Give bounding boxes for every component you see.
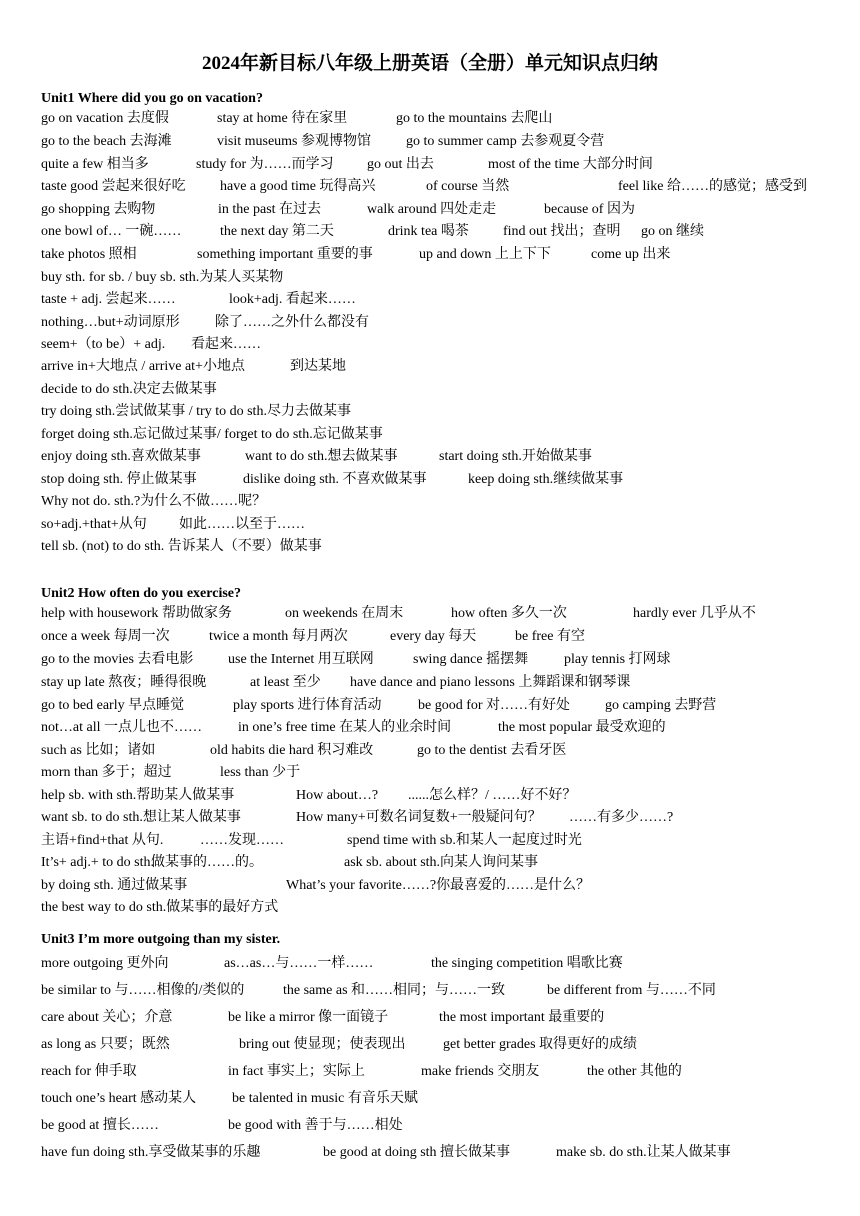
phrase-entry: 除了……之外什么都没有 xyxy=(215,315,369,330)
phrase-entry: enjoy doing sth.喜欢做某事 xyxy=(41,449,201,464)
phrase-entry: every day 每天 xyxy=(390,629,477,644)
phrase-line xyxy=(41,1062,841,1082)
phrase-line xyxy=(41,627,841,647)
phrase-entry: in one’s free time 在某人的业余时间 xyxy=(238,720,452,735)
phrase-entry: forget doing sth.忘记做过某事/ forget to do sth.忘记做某事 xyxy=(41,427,383,442)
phrase-entry: the same as 和……相同；与……一致 xyxy=(283,983,506,998)
phrase-entry: ask sb. about sth.向某人询问某事 xyxy=(344,855,539,870)
phrase-entry: stop doing sth. 停止做某事 xyxy=(41,472,197,487)
phrase-entry: morn than 多于；超过 xyxy=(41,765,172,780)
phrase-entry: be good for 对……有好处 xyxy=(418,698,571,713)
phrase-entry: touch one’s heart 感动某人 xyxy=(41,1091,197,1106)
phrase-entry: because of 因为 xyxy=(544,202,635,217)
phrase-line xyxy=(41,155,841,175)
phrase-line xyxy=(41,898,841,918)
phrase-entry: ……有多少……? xyxy=(569,810,674,825)
phrase-entry: ......怎么样？/ ……好不好？ xyxy=(408,788,577,803)
phrase-line xyxy=(41,313,841,333)
phrase-entry: stay at home 待在家里 xyxy=(217,111,348,126)
phrase-entry: how often 多久一次 xyxy=(451,606,567,621)
phrase-entry: be good at 擅长…… xyxy=(41,1118,159,1133)
phrase-entry: walk around 四处走走 xyxy=(367,202,497,217)
phrase-entry: take photos 照相 xyxy=(41,247,137,262)
phrase-line xyxy=(41,876,841,896)
phrase-entry: arrive in+大地点 / arrive at+小地点 xyxy=(41,359,245,374)
phrase-entry: such as 比如；诸如 xyxy=(41,743,156,758)
phrase-line xyxy=(41,515,841,535)
phrase-entry: as…as…与……一样…… xyxy=(224,956,374,971)
phrase-entry: visit museums 参观博物馆 xyxy=(217,134,372,149)
phrase-entry: 看起来…… xyxy=(191,337,261,352)
phrase-line xyxy=(41,673,841,693)
phrase-entry: go to summer camp 去参观夏令营 xyxy=(406,134,605,149)
phrase-line xyxy=(41,1089,841,1109)
phrase-entry: go shopping 去购物 xyxy=(41,202,156,217)
phrase-line xyxy=(41,696,841,716)
phrase-line xyxy=(41,718,841,738)
phrase-entry: the most popular 最受欢迎的 xyxy=(498,720,666,735)
phrase-entry: care about 关心；介意 xyxy=(41,1010,173,1025)
phrase-entry: of course 当然 xyxy=(426,179,510,194)
phrase-entry: How about…? xyxy=(296,788,379,803)
phrase-entry: start doing sth.开始做某事 xyxy=(439,449,592,464)
phrase-line xyxy=(41,1116,841,1136)
phrase-entry: dislike doing sth. 不喜欢做某事 xyxy=(243,472,427,487)
phrase-entry: taste + adj. 尝起来…… xyxy=(41,292,176,307)
phrase-entry: swing dance 摇摆舞 xyxy=(413,652,529,667)
phrase-line xyxy=(41,604,841,624)
phrase-entry: go to the movies 去看电影 xyxy=(41,652,194,667)
phrase-entry: most of the time 大部分时间 xyxy=(488,157,653,172)
phrase-entry: look+adj. 看起来…… xyxy=(229,292,356,307)
phrase-entry: more outgoing 更外向 xyxy=(41,956,169,971)
phrase-entry: in fact 事实上；实际上 xyxy=(228,1064,365,1079)
phrase-line xyxy=(41,492,841,512)
phrase-entry: one bowl of… 一碗…… xyxy=(41,224,182,239)
phrase-entry: go to bed early 早点睡觉 xyxy=(41,698,185,713)
page-title: 2024年新目标八年级上册英语（全册）单元知识点归纳 xyxy=(201,53,658,74)
phrase-line xyxy=(41,470,841,490)
phrase-line xyxy=(41,741,841,761)
phrase-entry: keep doing sth.继续做某事 xyxy=(468,472,624,487)
phrase-entry: decide to do sth.决定去做某事 xyxy=(41,382,217,397)
phrase-line xyxy=(41,268,841,288)
phrase-entry: at least 至少 xyxy=(250,675,321,690)
unit-heading: Unit3 I’m more outgoing than my sister. xyxy=(41,932,281,947)
phrase-entry: stay up late 熬夜；睡得很晚 xyxy=(41,675,207,690)
phrase-entry: play tennis 打网球 xyxy=(564,652,671,667)
phrase-entry: use the Internet 用互联网 xyxy=(228,652,374,667)
phrase-entry: not…at all 一点儿也不…… xyxy=(41,720,202,735)
phrase-entry: once a week 每周一次 xyxy=(41,629,170,644)
phrase-entry: want sb. to do sth.想让某人做某事 xyxy=(41,810,241,825)
phrase-entry: buy sth. for sb. / buy sb. sth.为某人买某物 xyxy=(41,270,284,285)
phrase-entry: get better grades 取得更好的成绩 xyxy=(443,1037,638,1052)
phrase-entry: 做某事的……的。 xyxy=(151,855,263,870)
phrase-entry: What’s your favorite……?你最喜爱的……是什么？ xyxy=(286,878,591,893)
phrase-entry: 如此……以至于…… xyxy=(179,517,305,532)
phrase-entry: be similar to 与……相像的/类似的 xyxy=(41,983,245,998)
phrase-entry: as long as 只要；既然 xyxy=(41,1037,170,1052)
phrase-entry: drink tea 喝茶 xyxy=(388,224,469,239)
phrase-entry: go camping 去野营 xyxy=(605,698,717,713)
phrase-line xyxy=(41,177,841,197)
phrase-entry: help with housework 帮助做家务 xyxy=(41,606,232,621)
phrase-entry: hardly ever 几乎从不 xyxy=(633,606,756,621)
phrase-line xyxy=(41,222,841,242)
phrase-entry: something important 重要的事 xyxy=(197,247,373,262)
phrase-entry: 主语+find+that 从句. xyxy=(41,833,164,848)
phrase-line xyxy=(41,402,841,422)
phrase-line xyxy=(41,808,841,828)
phrase-entry: go on 继续 xyxy=(641,224,704,239)
phrase-line xyxy=(41,1143,841,1163)
phrase-entry: old habits die hard 积习难改 xyxy=(210,743,374,758)
phrase-entry: have a good time 玩得高兴 xyxy=(220,179,376,194)
phrase-entry: spend time with sb.和某人一起度过时光 xyxy=(347,833,582,848)
phrase-entry: quite a few 相当多 xyxy=(41,157,149,172)
phrase-entry: on weekends 在周末 xyxy=(285,606,404,621)
phrase-entry: help sb. with sth.帮助某人做某事 xyxy=(41,788,235,803)
phrase-entry: be free 有空 xyxy=(515,629,585,644)
phrase-entry: It’s+ adj.+ to do sth. xyxy=(41,855,155,870)
phrase-entry: go on vacation 去度假 xyxy=(41,111,169,126)
phrase-line xyxy=(41,650,841,670)
phrase-line xyxy=(41,290,841,310)
phrase-entry: feel like 给……的感觉；感受到 xyxy=(618,179,807,194)
phrase-entry: find out 找出；查明 xyxy=(503,224,621,239)
phrase-entry: study for 为……而学习 xyxy=(196,157,334,172)
phrase-entry: twice a month 每月两次 xyxy=(209,629,348,644)
phrase-entry: play sports 进行体育活动 xyxy=(233,698,382,713)
phrase-entry: make sb. do sth.让某人做某事 xyxy=(556,1145,731,1160)
phrase-line xyxy=(41,831,841,851)
phrase-entry: so+adj.+that+从句 xyxy=(41,517,147,532)
phrase-entry: up and down 上上下下 xyxy=(419,247,551,262)
phrase-line xyxy=(41,763,841,783)
phrase-line xyxy=(41,245,841,265)
phrase-entry: 到达某地 xyxy=(290,359,346,374)
phrase-line xyxy=(41,109,841,129)
phrase-entry: make friends 交朋友 xyxy=(421,1064,540,1079)
phrase-entry: go to the dentist 去看牙医 xyxy=(417,743,567,758)
phrase-entry: want to do sth.想去做某事 xyxy=(245,449,398,464)
phrase-entry: be good with 善于与……相处 xyxy=(228,1118,403,1133)
phrase-entry: have dance and piano lessons 上舞蹈课和钢琴课 xyxy=(350,675,631,690)
phrase-entry: go to the mountains 去爬山 xyxy=(396,111,553,126)
phrase-entry: ……发现…… xyxy=(200,833,284,848)
phrase-entry: tell sb. (not) to do sth. 告诉某人（不要）做某事 xyxy=(41,539,322,554)
phrase-entry: the most important 最重要的 xyxy=(439,1010,605,1025)
phrase-line xyxy=(41,425,841,445)
phrase-entry: in the past 在过去 xyxy=(218,202,322,217)
phrase-line xyxy=(41,954,841,974)
phrase-entry: taste good 尝起来很好吃 xyxy=(41,179,186,194)
phrase-entry: the next day 第二天 xyxy=(220,224,334,239)
phrase-entry: the singing competition 唱歌比赛 xyxy=(431,956,623,971)
phrase-entry: try doing sth.尝试做某事 / try to do sth.尽力去做某事 xyxy=(41,404,351,419)
phrase-entry: come up 出来 xyxy=(591,247,671,262)
phrase-entry: seem+（to be）+ adj. xyxy=(41,337,166,352)
phrase-entry: bring out 使显现；使表现出 xyxy=(239,1037,406,1052)
phrase-line xyxy=(41,447,841,467)
phrase-line xyxy=(41,1008,841,1028)
phrase-entry: by doing sth. 通过做某事 xyxy=(41,878,188,893)
phrase-line xyxy=(41,335,841,355)
phrase-line xyxy=(41,132,841,152)
phrase-line xyxy=(41,786,841,806)
phrase-entry: go to the beach 去海滩 xyxy=(41,134,172,149)
phrase-entry: be different from 与……不同 xyxy=(547,983,716,998)
phrase-entry: reach for 伸手取 xyxy=(41,1064,137,1079)
unit-heading: Unit2 How often do you exercise? xyxy=(41,586,241,601)
phrase-line xyxy=(41,537,841,557)
phrase-line xyxy=(41,853,841,873)
phrase-entry: Why not do. sth.?为什么不做……呢？ xyxy=(41,494,267,509)
phrase-entry: the best way to do sth.做某事的最好方式 xyxy=(41,900,279,915)
phrase-line xyxy=(41,1035,841,1055)
phrase-line xyxy=(41,200,841,220)
phrase-entry: the other 其他的 xyxy=(587,1064,682,1079)
phrase-entry: go out 出去 xyxy=(367,157,434,172)
phrase-entry: nothing…but+动词原形 xyxy=(41,315,180,330)
phrase-entry: less than 少于 xyxy=(220,765,301,780)
phrase-line xyxy=(41,357,841,377)
phrase-line xyxy=(41,380,841,400)
phrase-entry: be like a mirror 像一面镜子 xyxy=(228,1010,389,1025)
phrase-entry: have fun doing sth.享受做某事的乐趣 xyxy=(41,1145,261,1160)
phrase-entry: be talented in music 有音乐天赋 xyxy=(232,1091,418,1106)
unit-heading: Unit1 Where did you go on vacation? xyxy=(41,91,263,106)
phrase-line xyxy=(41,981,841,1001)
phrase-entry: be good at doing sth 擅长做某事 xyxy=(323,1145,511,1160)
phrase-entry: How many+可数名词复数+一般疑问句？ xyxy=(296,810,542,825)
